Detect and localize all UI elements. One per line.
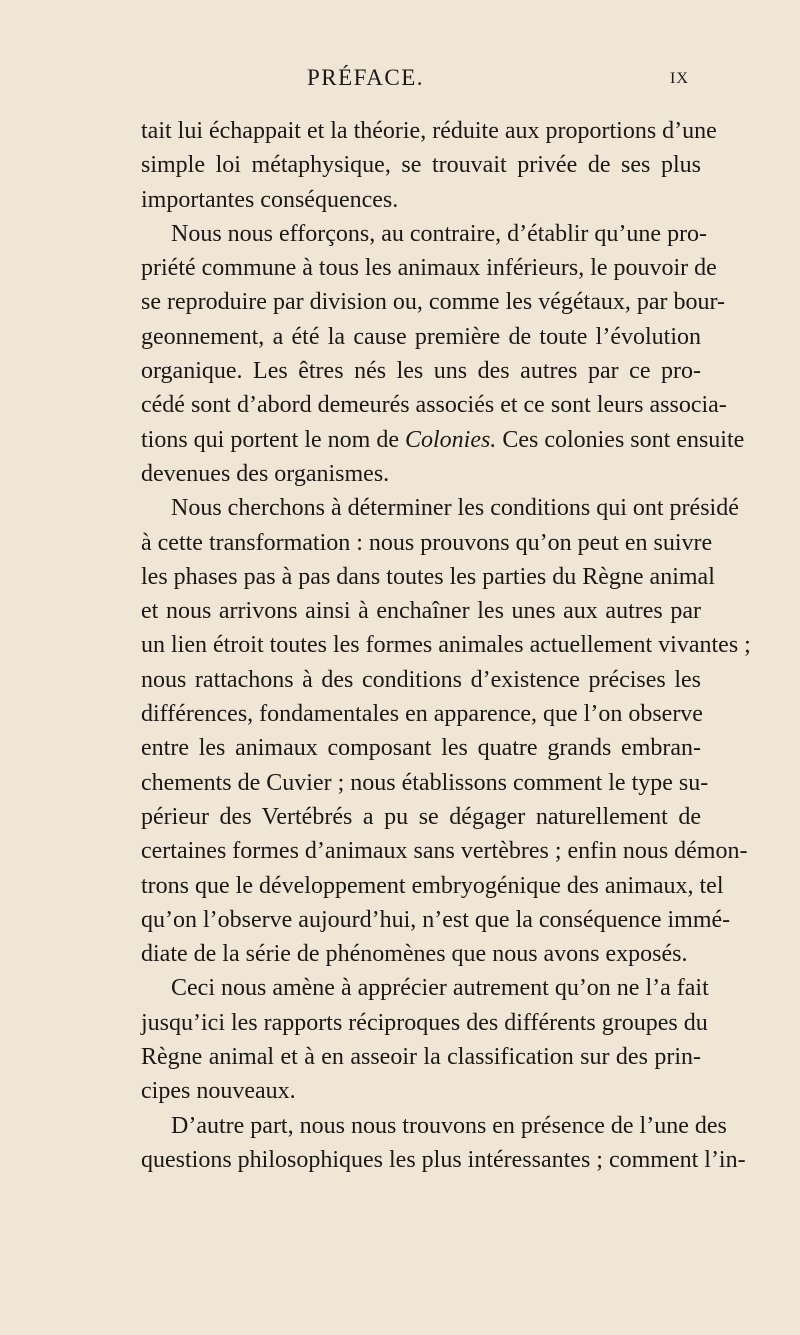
paragraph-4: [141, 971, 709, 1108]
text-line: importantes conséquences.: [141, 186, 399, 213]
text-line: et nous arrivons ainsi à enchaîner les unes aux autres par: [141, 598, 701, 625]
text-line: les phases pas à pas dans toutes les parties du Règne animal: [141, 563, 715, 590]
text-line: Nous nous efforçons, au contraire, d’établir qu’une pro-: [171, 220, 708, 247]
text-line: se reproduire par division ou, comme les végétaux, par bour-: [141, 289, 726, 316]
paragraph-2: [141, 217, 745, 491]
text-line: un lien étroit toutes les formes animales actuellement vivantes ;: [141, 632, 751, 659]
text-line: cipes nouveaux.: [141, 1078, 296, 1105]
text-line: devenues des organismes.: [141, 460, 390, 487]
text-line: tait lui échappait et la théorie, réduite aux proportions d’une: [141, 118, 717, 144]
text-line: périeur des Vertébrés a pu se dégager naturellement de: [141, 803, 701, 830]
body-text: [141, 114, 751, 1177]
text-line: différences, fondamentales en apparence, que l’on observe: [141, 701, 703, 728]
text-line: geonnement, a été la cause première de toute l’évolution: [141, 323, 701, 350]
text-line: jusqu’ici les rapports réciproques des différents groupes du: [141, 1009, 708, 1036]
text-segment: tions qui portent le nom de: [141, 426, 405, 453]
italic-term: Colonies.: [404, 426, 497, 453]
paragraph-1: [141, 114, 717, 217]
text-line: trons que le développement embryogénique des animaux, tel: [141, 872, 724, 899]
text-line: organique. Les êtres nés les uns des autres par ce pro-: [141, 358, 701, 385]
text-line: diate de la série de phénomènes que nous avons exposés.: [141, 941, 688, 968]
paragraph-3: [141, 491, 751, 971]
text-line: qu’on l’observe aujourd’hui, n’est que la conséquence immé-: [141, 906, 731, 933]
text-line: nous rattachons à des conditions d’existence précises les: [141, 666, 701, 693]
running-head: [0, 63, 800, 93]
paragraph-5: [141, 1109, 746, 1178]
text-line: priété commune à tous les animaux inférieurs, le pouvoir de: [141, 255, 717, 282]
page-number: IX: [670, 70, 689, 87]
text-line: à cette transformation : nous prouvons qu’on peut en suivre: [141, 529, 713, 556]
text-line: Nous cherchons à déterminer les conditions qui ont présidé: [171, 495, 739, 522]
text-line: D’autre part, nous nous trouvons en présence de l’une des: [171, 1112, 727, 1139]
text-line: entre les animaux composant les quatre grands embran-: [141, 735, 701, 762]
text-line: certaines formes d’animaux sans vertèbres ; enfin nous démon-: [141, 838, 748, 865]
text-line: Règne animal et à en asseoir la classification sur des prin-: [141, 1044, 701, 1071]
running-head-title: PRÉFACE.: [307, 65, 425, 90]
text-line: chements de Cuvier ; nous établissons comment le type su-: [141, 769, 709, 796]
text-line: simple loi métaphysique, se trouvait privée de ses plus: [141, 152, 701, 179]
text-line-with-italic: [141, 423, 745, 457]
text-line: Ceci nous amène à apprécier autrement qu’on ne l’a fait: [171, 975, 709, 1002]
text-line: cédé sont d’abord demeurés associés et ce sont leurs associa-: [141, 392, 727, 419]
text-segment: Ces colonies sont ensuite: [496, 426, 745, 453]
text-line: questions philosophiques les plus intéressantes ; comment l’in-: [141, 1146, 746, 1173]
